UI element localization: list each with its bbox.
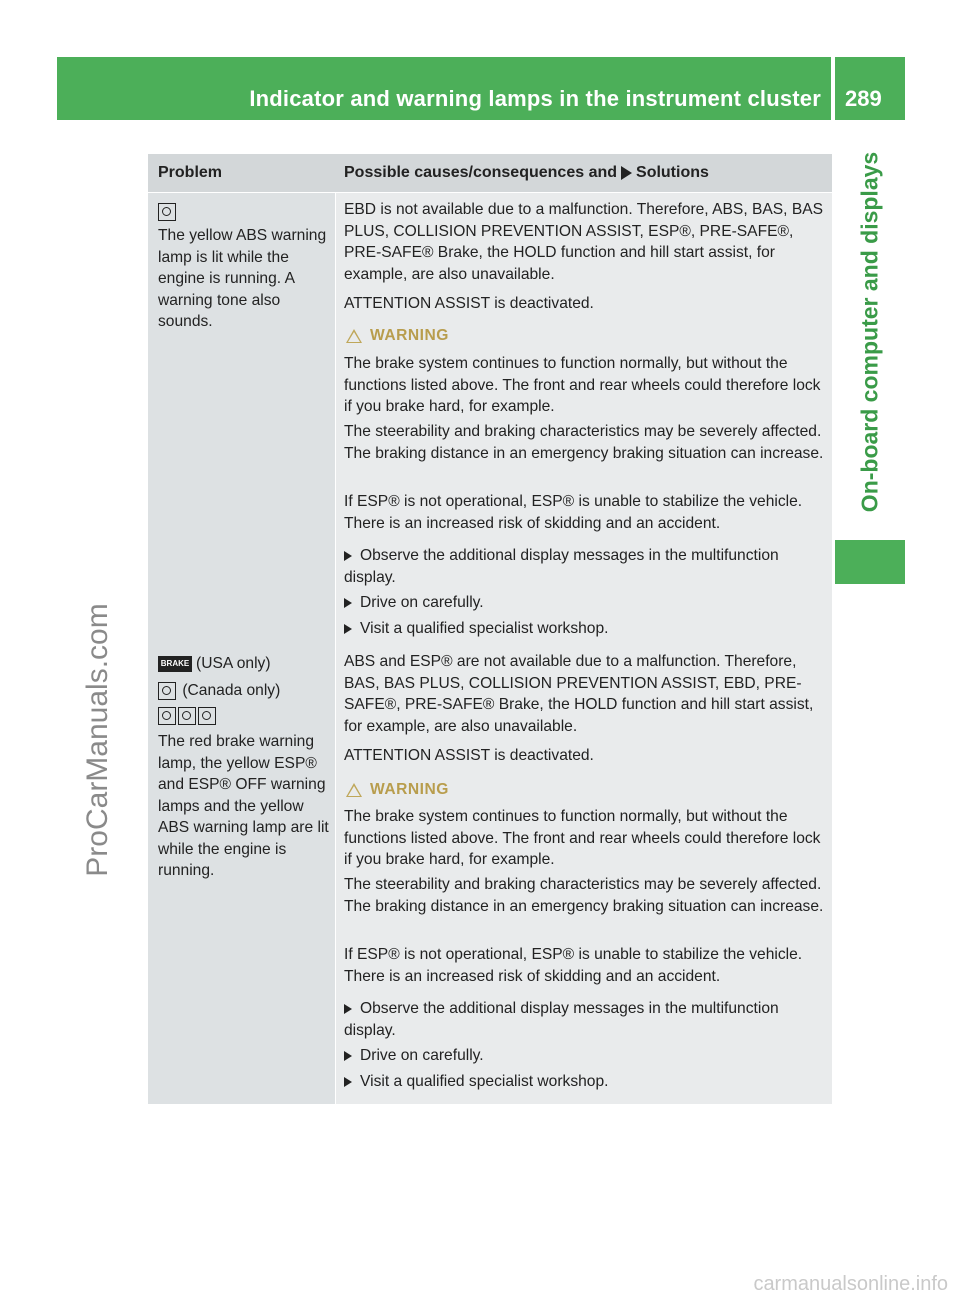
- abs-lamp-icon: [198, 707, 216, 725]
- table-header: [148, 154, 832, 192]
- warning-icon: [346, 329, 362, 343]
- brake-lamp-icon: BRAKE: [158, 656, 192, 672]
- esp-lamp-icon: [158, 707, 176, 725]
- header-bar: [57, 57, 831, 120]
- step-arrow-icon: [344, 1077, 352, 1087]
- row2-canada: (Canada only): [182, 682, 281, 699]
- chapter-label: On-board computer and displays: [856, 151, 883, 513]
- step-arrow-icon: [344, 1004, 352, 1014]
- col-header-causes: Possible causes/consequences and: [344, 164, 618, 181]
- row2-warning-label: WARNING: [370, 781, 449, 798]
- row1-cause: EBD is not available due to a malfunction. Therefore, ABS, BAS, BAS PLUS, COLLISION PREVENTION ASSIST, ESP®, PRE-SAFE®, PRE-SAFE® Brake, the HOLD function and hill start assist, for example, are also unavailable.: [344, 201, 824, 283]
- row1-step-3: Visit a qualified specialist workshop.: [344, 618, 828, 640]
- arrow-icon: [621, 166, 632, 180]
- warning-icon: [346, 783, 362, 797]
- brake-lamp-canada-icon: [158, 682, 176, 700]
- col-header-solutions: [344, 164, 709, 182]
- page-number: 289: [845, 86, 882, 111]
- row2-warning-text-3: If ESP® is not operational, ESP® is unable to stabilize the vehicle. There is an increased risk of skidding and an accident.: [344, 946, 803, 985]
- row2-warning-text-1: The brake system continues to function normally, but without the functions listed above. The front and rear wheels could therefore lock if you brake hard, for example.: [344, 808, 821, 868]
- page-title: Indicator and warning lamps in the instrument cluster: [249, 86, 821, 111]
- step-arrow-icon: [344, 624, 352, 634]
- row2-warning-text-2: The steerability and braking characteristics may be severely affected. The braking distance in an emergency braking situation can increase.: [344, 876, 824, 915]
- page-number-box: [835, 57, 905, 120]
- row2-attention: ATTENTION ASSIST is deactivated.: [344, 747, 594, 764]
- row1-warning-text-2: The steerability and braking characteristics may be severely affected. The braking distance in an emergency braking situation can increase.: [344, 423, 824, 462]
- table-row-2-problem: [148, 645, 335, 1104]
- side-marker: [835, 540, 905, 584]
- row1-step-1: Observe the additional display messages in the multifunction display.: [344, 547, 779, 586]
- row1-warning-label: WARNING: [370, 327, 449, 344]
- table-row-2-solutions: [336, 645, 832, 1104]
- row2-step-2: Drive on carefully.: [344, 1045, 828, 1067]
- col-header-solutions-label: Solutions: [636, 164, 709, 181]
- step-arrow-icon: [344, 1051, 352, 1061]
- row2-usa: (USA only): [196, 655, 271, 672]
- row2-problem-text: The red brake warning lamp, the yellow ESP® and ESP® OFF warning lamps and the yellow ABS warning lamp are lit while the engine is running.: [158, 733, 329, 879]
- esp-off-lamp-icon: [178, 707, 196, 725]
- row1-step-2: Drive on carefully.: [344, 592, 828, 614]
- step-arrow-icon: [344, 598, 352, 608]
- watermark: ProCarManuals.com: [81, 603, 114, 877]
- row1-attention: ATTENTION ASSIST is deactivated.: [344, 295, 594, 312]
- lamp-table: [148, 154, 832, 1104]
- footer-watermark: carmanualsonline.info: [753, 1273, 948, 1295]
- col-header-problem: Problem: [158, 164, 223, 181]
- row1-problem-text: The yellow ABS warning lamp is lit while the engine is running. A warning tone also sounds.: [158, 227, 327, 330]
- row2-step-3: Visit a qualified specialist workshop.: [344, 1071, 828, 1093]
- step-arrow-icon: [344, 551, 352, 561]
- row2-step-1: Observe the additional display messages in the multifunction display.: [344, 1000, 779, 1039]
- row1-warning-text-1: The brake system continues to function normally, but without the functions listed above. The front and rear wheels could therefore lock if you brake hard, for example.: [344, 355, 821, 415]
- row2-cause: ABS and ESP® are not available due to a malfunction. Therefore, BAS, BAS PLUS, COLLISION PREVENTION ASSIST, EBD, PRE-SAFE®, PRE-SAFE® Brake, the HOLD function and hill start assist, for example, are also unavailable.: [344, 653, 814, 735]
- row1-warning-text-3: If ESP® is not operational, ESP® is unable to stabilize the vehicle. There is an increased risk of skidding and an accident.: [344, 493, 803, 532]
- abs-lamp-icon: [158, 203, 176, 221]
